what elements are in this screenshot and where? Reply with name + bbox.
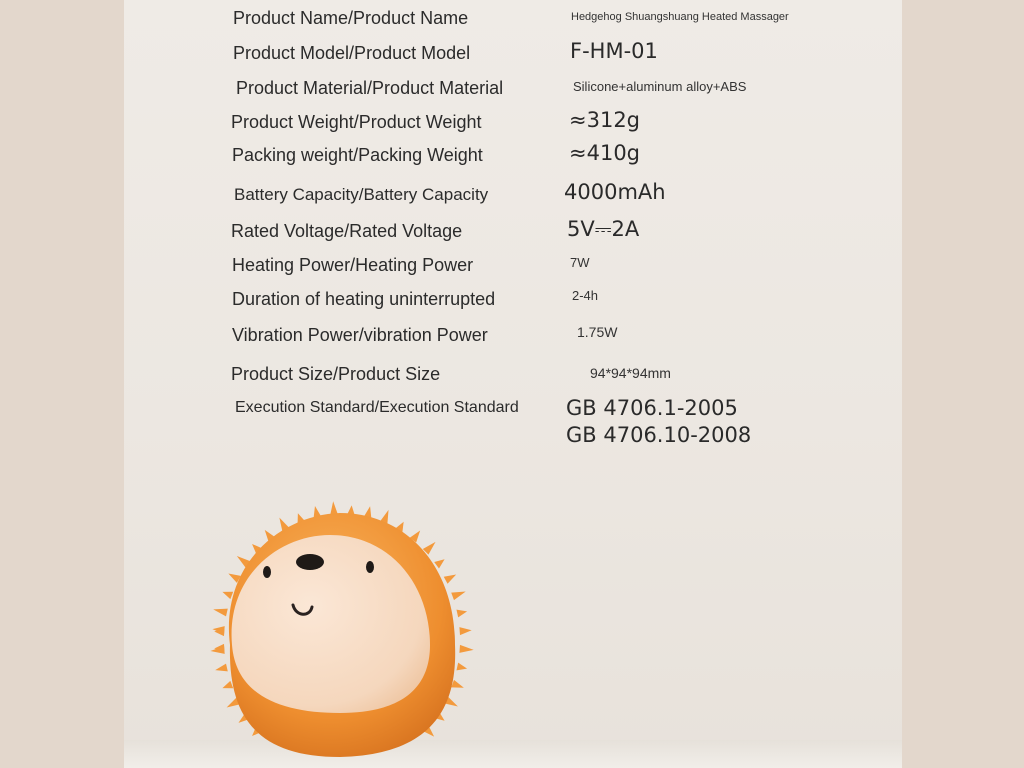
spike: [444, 575, 456, 584]
spike: [222, 681, 233, 688]
spec-value-product-name: Hedgehog Shuangshuang Heated Massager: [571, 11, 789, 23]
spec-label-heating-duration: Duration of heating uninterrupted: [232, 289, 496, 309]
spec-value-heating-duration: 2-4h: [572, 288, 599, 303]
spike: [451, 592, 466, 601]
hedgehog-right-eye-icon: [366, 561, 374, 573]
spike: [459, 627, 471, 635]
hedgehog-massager-image: [200, 495, 475, 765]
spike: [213, 609, 228, 617]
spec-label-rated-voltage: Rated Voltage/Rated Voltage: [231, 221, 463, 241]
spec-value-product-weight: ≈312g: [569, 108, 641, 132]
spec-label-product-model: Product Model/Product Model: [233, 43, 471, 63]
spec-label-product-size: Product Size/Product Size: [231, 364, 441, 384]
spike: [215, 664, 228, 672]
spec-label-heating-power: Heating Power/Heating Power: [232, 255, 474, 275]
spec-value-vibration-power: 1.75W: [577, 324, 618, 340]
spec-label-product-material: Product Material/Product Material: [236, 78, 504, 98]
spec-value-execution-standard-2: GB 4706.10-2008: [566, 423, 752, 447]
spec-value-heating-power: 7W: [570, 255, 590, 270]
spec-label-product-weight: Product Weight/Product Weight: [231, 112, 482, 132]
spike: [456, 610, 467, 618]
spike: [222, 592, 233, 599]
spec-label-execution-standard: Execution Standard/Execution Standard: [235, 399, 519, 416]
spike: [434, 559, 444, 568]
spec-value-product-size: 94*94*94mm: [590, 365, 671, 381]
spec-value-product-material: Silicone+aluminum alloy+ABS: [573, 79, 747, 94]
spec-value-execution-standard-1: GB 4706.1-2005: [566, 396, 738, 420]
spec-label-packing-weight: Packing weight/Packing Weight: [232, 145, 483, 165]
spike: [451, 680, 464, 688]
spike: [459, 645, 473, 653]
spec-value-packing-weight: ≈410g: [569, 141, 641, 165]
spec-value-battery-capacity: 4000mAh: [564, 180, 666, 204]
hedgehog-nose-icon: [296, 554, 324, 570]
spec-value-rated-voltage: 5V⎓2A: [567, 217, 640, 241]
spec-label-battery-capacity: Battery Capacity/Battery Capacity: [234, 185, 489, 204]
spec-value-product-model: F-HM-01: [570, 39, 658, 63]
spec-label-vibration-power: Vibration Power/vibration Power: [232, 325, 488, 345]
spike: [456, 663, 467, 671]
spec-label-product-name: Product Name/Product Name: [233, 8, 469, 28]
hedgehog-left-eye-icon: [263, 566, 271, 578]
